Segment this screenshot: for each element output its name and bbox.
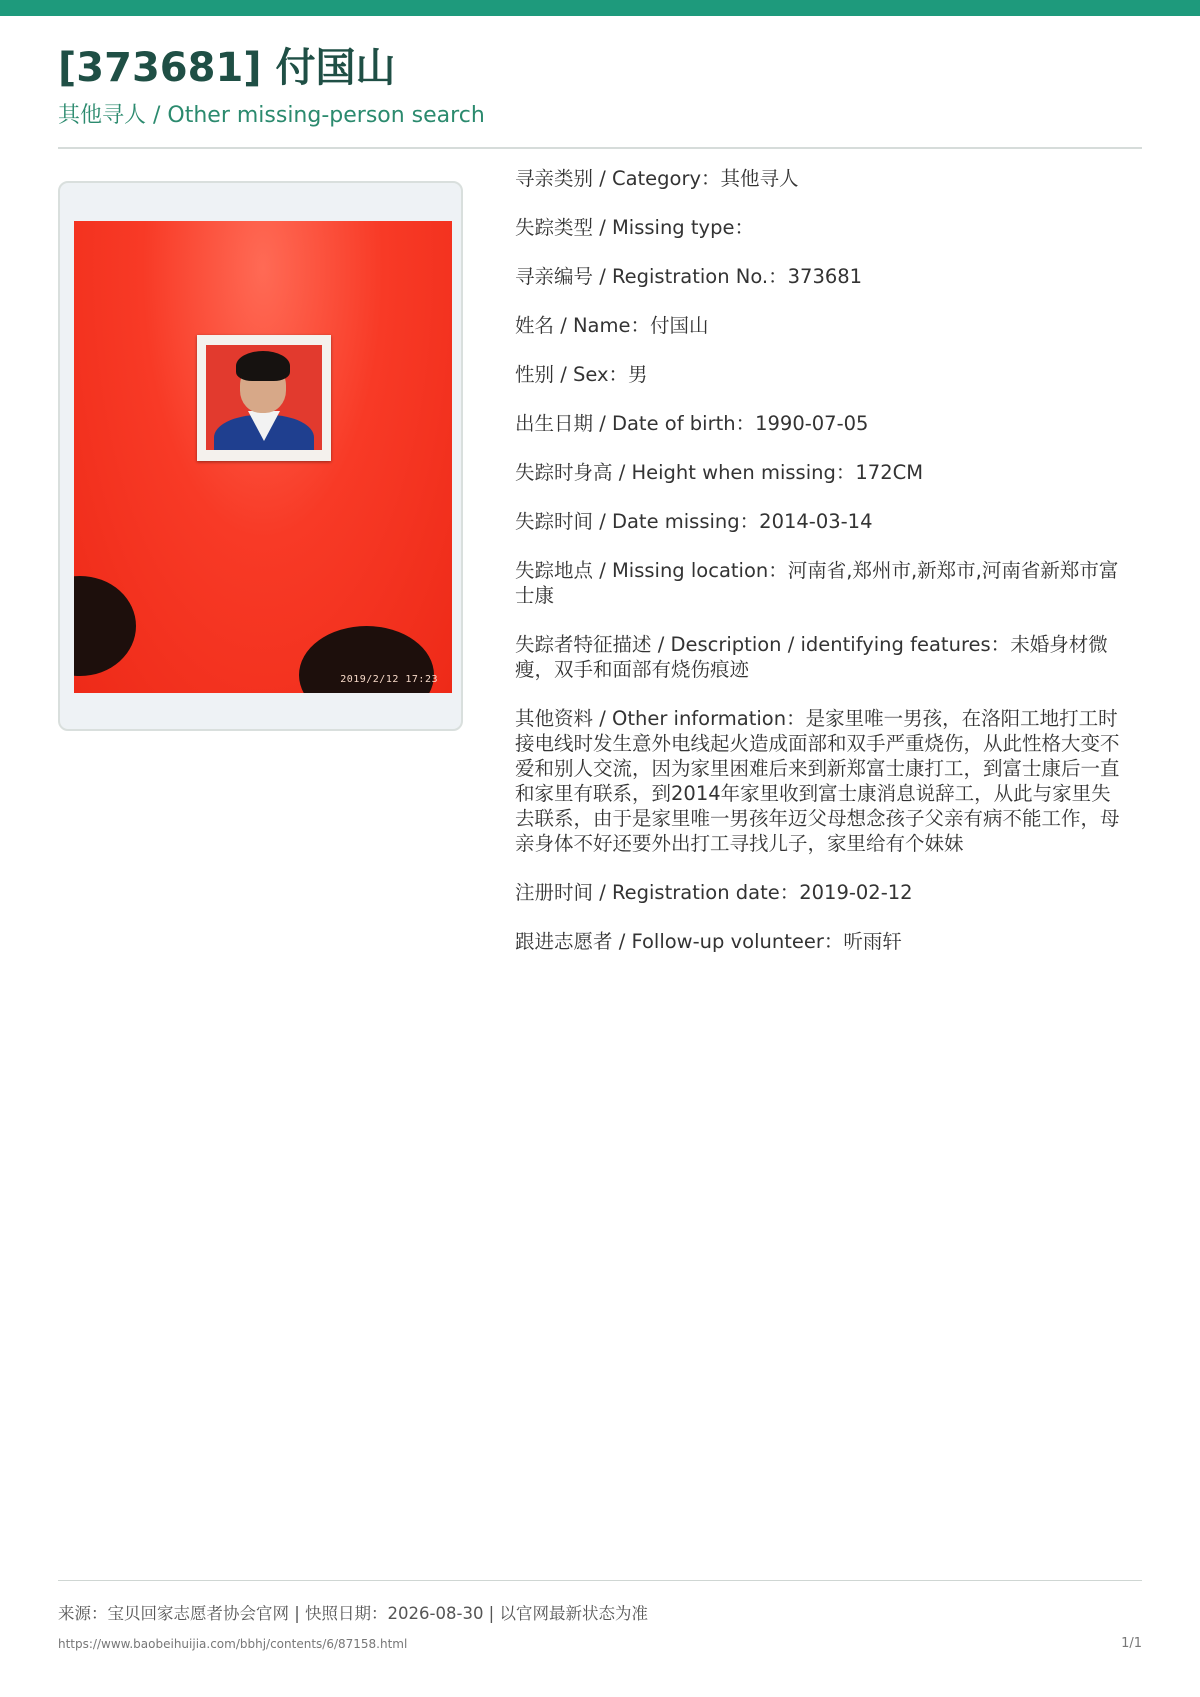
header-divider	[58, 147, 1142, 149]
missing-person-photo	[74, 221, 452, 693]
info-list	[515, 166, 1125, 954]
page-number: 1/1	[1121, 1636, 1142, 1651]
field-value: 172CM	[855, 461, 924, 484]
field-label: 其他资料 / Other information：	[515, 707, 806, 730]
field-date-of-birth	[515, 411, 1125, 436]
field-follow-up-volunteer	[515, 929, 1125, 954]
field-value: 河南省,郑州市,新郑市,河南省新郑市富士康	[515, 559, 1119, 607]
portrait-hair	[236, 351, 290, 381]
field-label: 性别 / Sex：	[515, 363, 629, 386]
field-value: 2014-03-14	[759, 510, 873, 533]
field-label: 跟进志愿者 / Follow-up volunteer：	[515, 930, 844, 953]
field-label: 失踪时间 / Date missing：	[515, 510, 760, 533]
field-description	[515, 632, 1125, 682]
field-label: 姓名 / Name：	[515, 314, 650, 337]
field-value: 1990-07-05	[755, 412, 869, 435]
footer-source: 来源：宝贝回家志愿者协会官网 | 快照日期：2026-08-30 | 以官网最新状态为准	[58, 1604, 648, 1623]
field-label: 失踪者特征描述 / Description / identifying features：	[515, 633, 1011, 656]
field-value: 373681	[787, 265, 863, 288]
field-category	[515, 166, 1125, 191]
field-value: 付国山	[650, 314, 709, 337]
field-label: 失踪类型 / Missing type：	[515, 216, 754, 239]
field-value: 是家里唯一男孩，在洛阳工地打工时接电线时发生意外电线起火造成面部和双手严重烧伤，从此性格大变不爱和别人交流，因为家里困难后来到新郑富士康打工，到富士康后一直和家里有联系，到2014年家里收到富士康消息说辞工，从此与家里失去联系，由于是家里唯一男孩年迈父母想念孩子父亲有病不能工作，母亲身体不好还要外出打工寻找儿子，家里给有个妹妹	[515, 707, 1120, 855]
field-value: 其他寻人	[720, 167, 799, 190]
photo-card	[58, 181, 463, 731]
footer-url: https://www.baobeihuijia.com/bbhj/contents/6/87158.html	[58, 1637, 408, 1651]
field-registration-no	[515, 264, 1125, 289]
field-name	[515, 313, 1125, 338]
footer-divider	[58, 1580, 1142, 1581]
field-value: 2019-02-12	[799, 881, 913, 904]
top-accent-bar	[0, 0, 1200, 16]
page-subtitle: 其他寻人 / Other missing-person search	[58, 103, 485, 128]
photo-timestamp: 2019/2/12 17:23	[340, 674, 438, 685]
field-sex	[515, 362, 1125, 387]
field-label: 注册时间 / Registration date：	[515, 881, 800, 904]
field-missing-type	[515, 215, 1125, 240]
field-value: 听雨轩	[843, 930, 902, 953]
field-label: 出生日期 / Date of birth：	[515, 412, 756, 435]
field-value: 男	[628, 363, 648, 386]
field-registration-date	[515, 880, 1125, 905]
field-label: 寻亲类别 / Category：	[515, 167, 721, 190]
field-date-missing	[515, 509, 1125, 534]
field-other-information	[515, 706, 1125, 856]
id-portrait	[197, 335, 331, 461]
portrait-image	[206, 345, 322, 450]
field-label: 寻亲编号 / Registration No.：	[515, 265, 788, 288]
field-height	[515, 460, 1125, 485]
page-title: [373681] 付国山	[58, 45, 396, 91]
field-label: 失踪地点 / Missing location：	[515, 559, 788, 582]
field-missing-location	[515, 558, 1125, 608]
field-label: 失踪时身高 / Height when missing：	[515, 461, 856, 484]
photo-shadow-left	[74, 576, 136, 676]
field-value: 未婚身材微瘦，双手和面部有烧伤痕迹	[515, 633, 1108, 681]
